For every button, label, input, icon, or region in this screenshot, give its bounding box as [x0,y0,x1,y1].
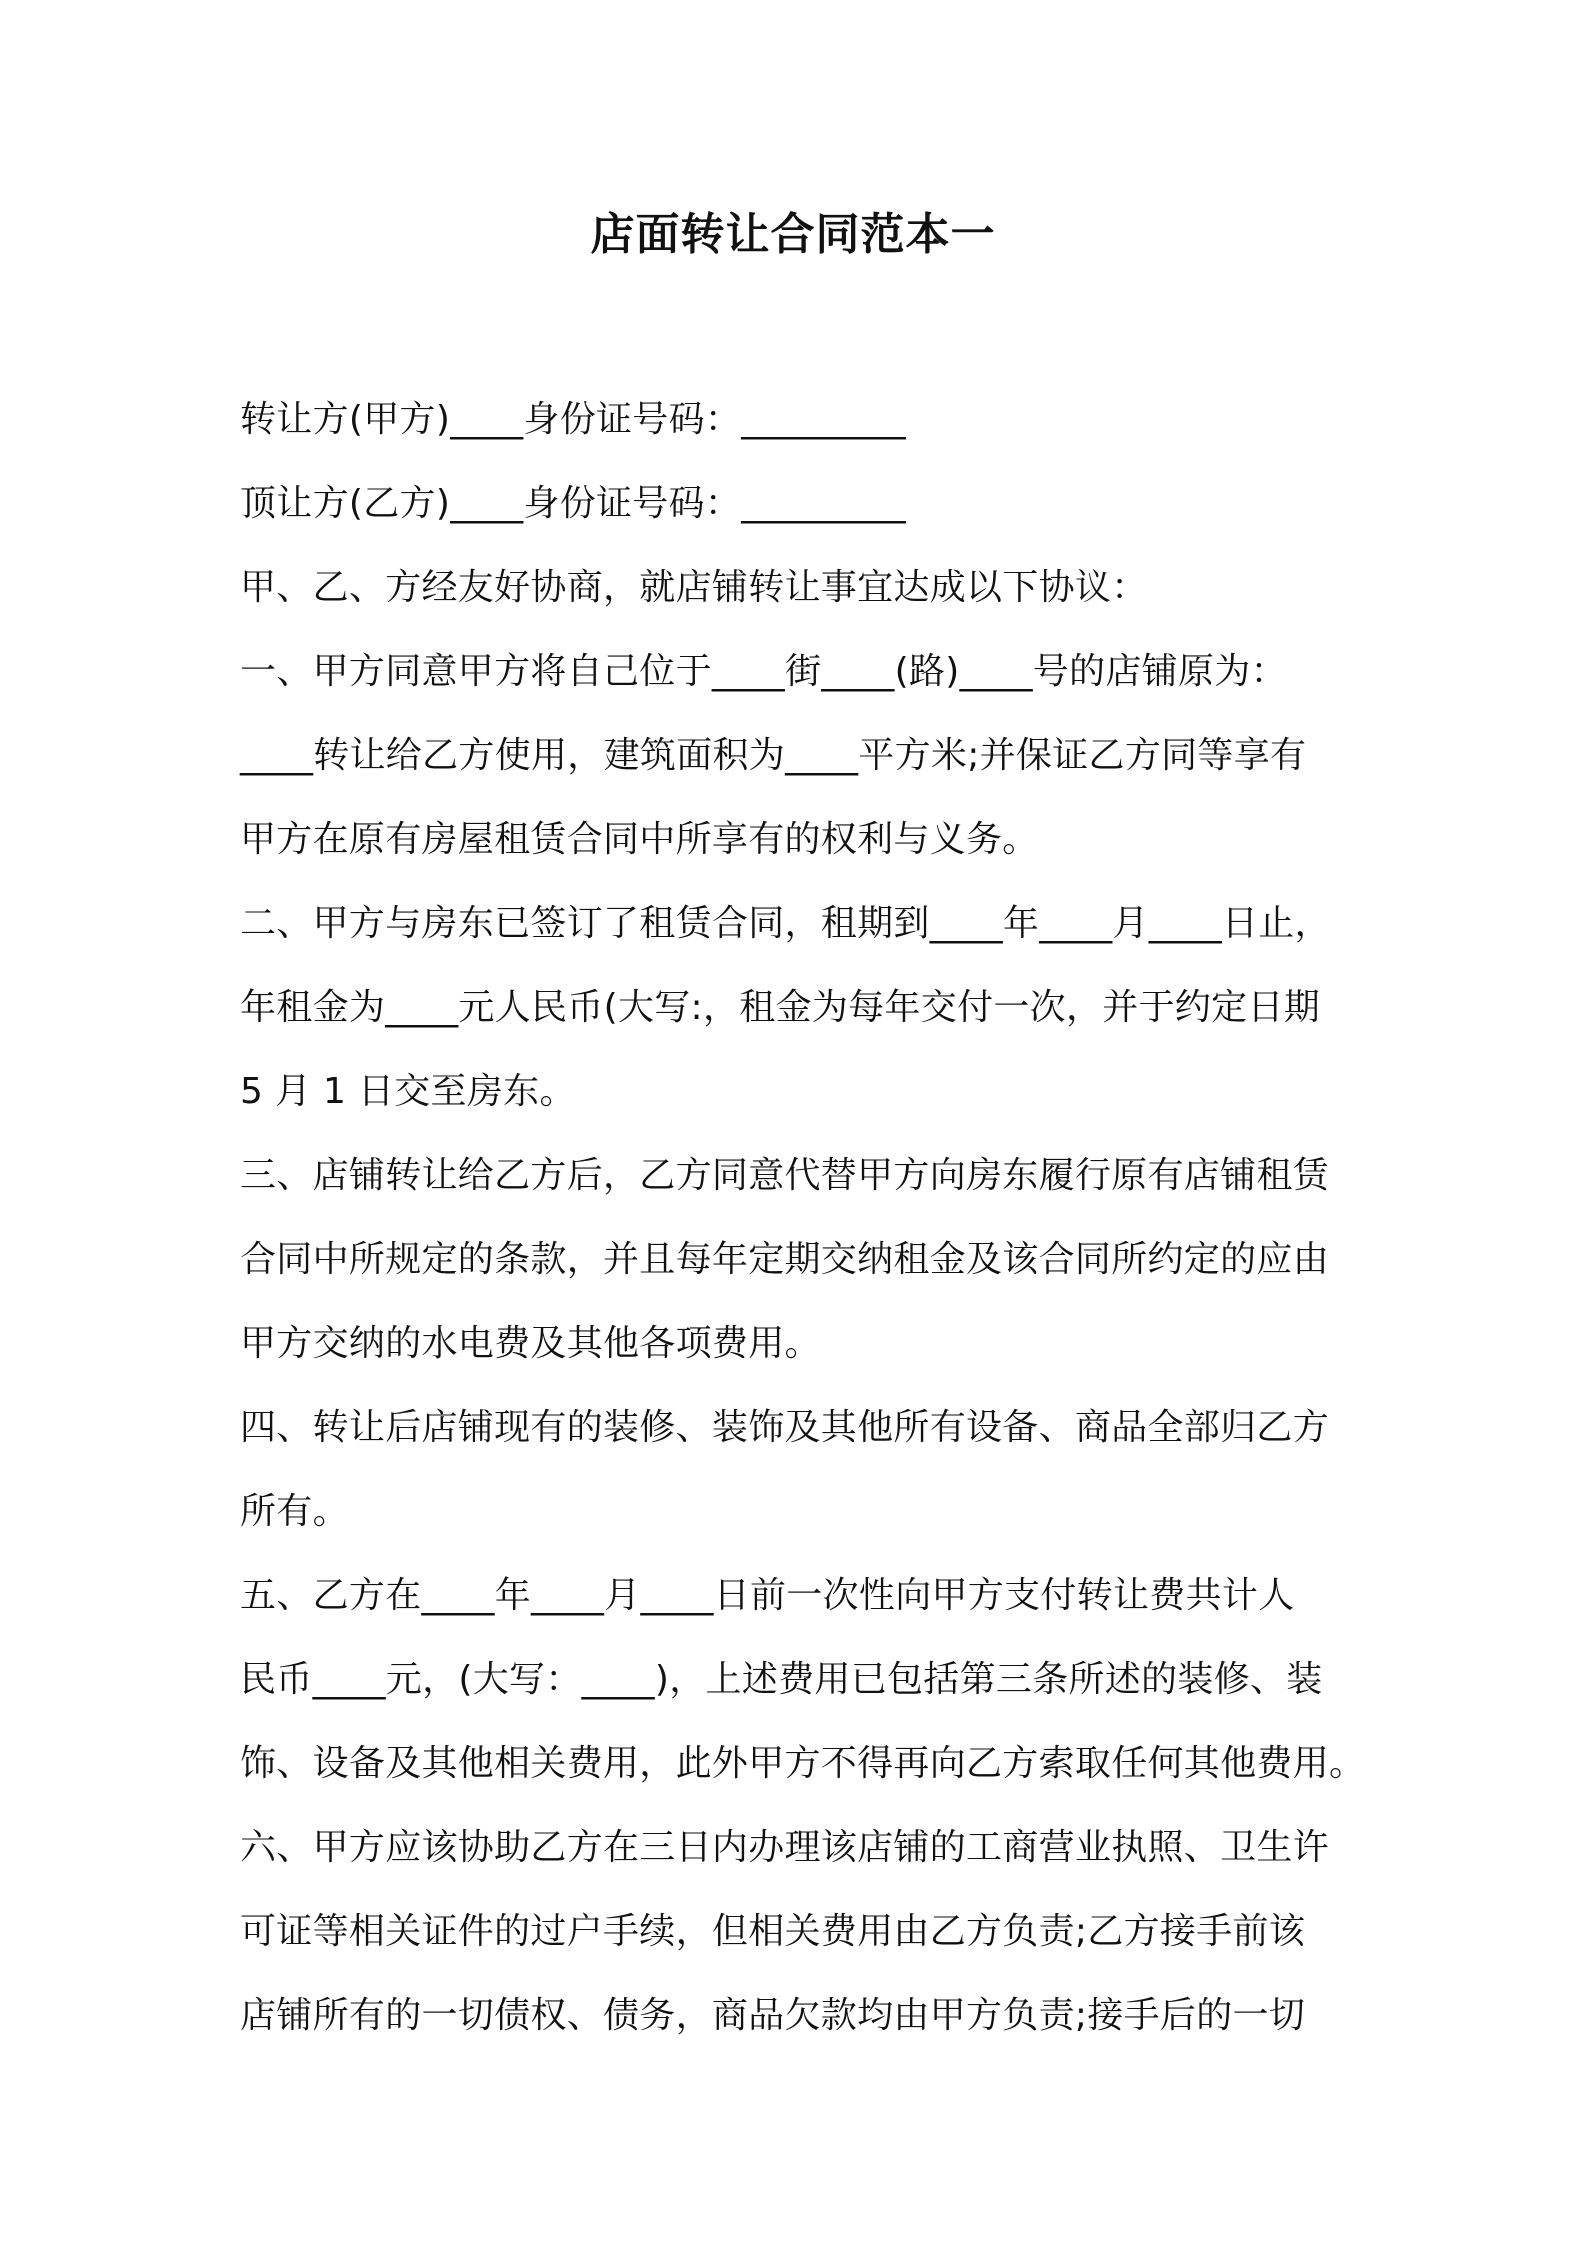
agreement-intro: 甲、乙、方经友好协商，就店铺转让事宜达成以下协议： [240,567,1148,608]
clause-6-line-1: 六、甲方应该协助乙方在三日内办理该店铺的工商营业执照、卫生许 [240,1827,1330,1868]
clause-3-line-1: 三、店铺转让给乙方后，乙方同意代替甲方向房东履行原有店铺租赁 [240,1155,1330,1196]
document-title: 店面转让合同范本一 [590,209,996,260]
clause-4-line-1: 四、转让后店铺现有的装修、装饰及其他所有设备、商品全部归乙方 [240,1407,1330,1448]
clause-1-line-3: 甲方在原有房屋租赁合同中所享有的权利与义务。 [240,819,1039,860]
clause-6-line-3: 店铺所有的一切债权、债务，商品欠款均由甲方负责;接手后的一切 [240,1995,1306,2036]
clause-2-line-3: 5 月 1 日交至房东。 [240,1071,576,1112]
document-body [240,378,1366,2058]
clause-1-line-1: 一、甲方同意甲方将自己位于____街____(路)____号的店铺原为： [240,651,1287,692]
clause-2-line-1: 二、甲方与房东已签订了租赁合同，租期到____年____月____日止， [240,903,1331,944]
clause-5-line-1: 五、乙方在____年____月____日前一次性向甲方支付转让费共计人 [240,1575,1295,1616]
clause-5-line-3: 饰、设备及其他相关费用，此外甲方不得再向乙方索取任何其他费用。 [240,1743,1366,1784]
clause-2-line-2: 年租金为____元人民币(大写:，租金为每年交付一次，并于约定日期 [240,987,1321,1028]
clause-3-line-3: 甲方交纳的水电费及其他各项费用。 [240,1323,821,1364]
clause-4-line-2: 所有。 [240,1491,349,1532]
party-a-line: 转让方(甲方)____身份证号码：_________ [240,399,906,440]
clause-3-line-2: 合同中所规定的条款，并且每年定期交纳租金及该合同所约定的应由 [240,1239,1330,1280]
clause-1-line-2: ____转让给乙方使用，建筑面积为____平方米;并保证乙方同等享有 [240,735,1307,776]
clause-6-line-2: 可证等相关证件的过户手续，但相关费用由乙方负责;乙方接手前该 [240,1911,1306,1952]
party-b-line: 顶让方(乙方)____身份证号码：_________ [240,483,906,524]
clause-5-line-2: 民币____元，(大写：____)，上述费用已包括第三条所述的装修、装 [240,1659,1323,1700]
